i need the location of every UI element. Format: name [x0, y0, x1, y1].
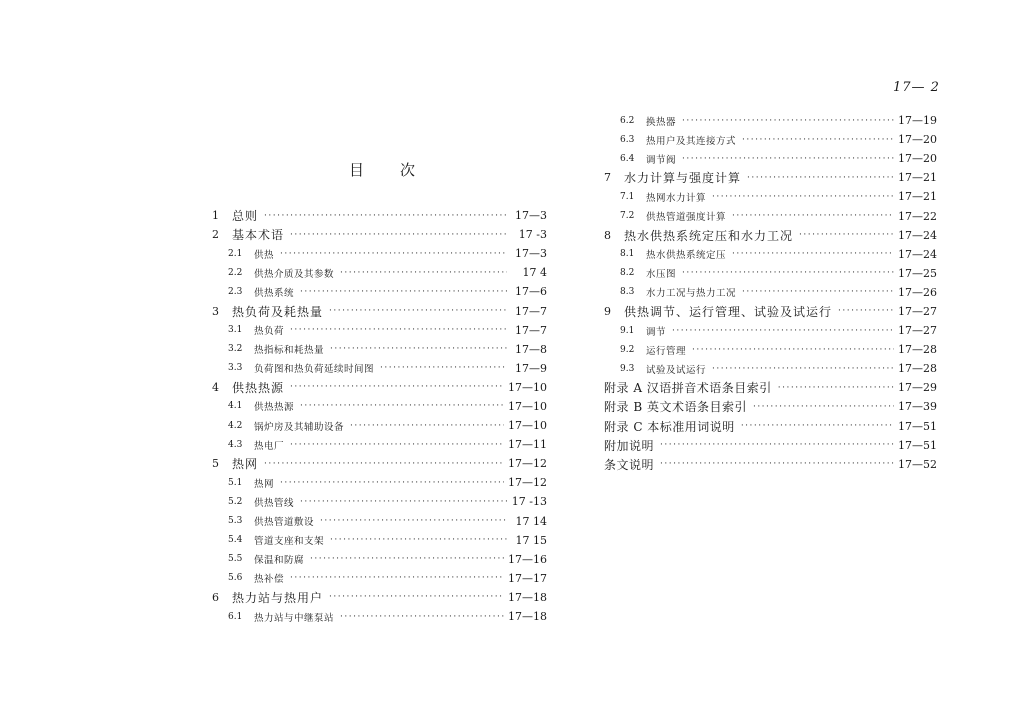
- entry-title: 水力工况与热力工况: [646, 288, 737, 300]
- dot-leader: [778, 382, 894, 394]
- entry-number: 3.3: [228, 363, 243, 374]
- toc-chapter-entry[interactable]: [212, 454, 547, 473]
- entry-number: 3.2: [228, 344, 243, 355]
- toc-title-char-2: 次: [400, 161, 416, 179]
- entry-page: 17 -13: [511, 495, 547, 509]
- dot-leader: [742, 134, 894, 146]
- toc-section-entry[interactable]: [212, 607, 547, 626]
- toc-section-entry[interactable]: [212, 244, 547, 263]
- dot-leader: [329, 305, 507, 317]
- toc-section-entry[interactable]: [604, 111, 937, 130]
- entry-number: 5: [212, 457, 219, 471]
- toc-chapter-entry[interactable]: [604, 168, 937, 187]
- toc-chapter-entry[interactable]: [604, 302, 937, 321]
- entry-page: 17—51: [898, 438, 937, 452]
- entry-number: 5.5: [228, 554, 243, 565]
- entry-page: 17—26: [898, 285, 937, 299]
- entry-page: 17—12: [508, 457, 547, 471]
- entry-title: 热网: [232, 457, 259, 472]
- dot-leader: [682, 267, 894, 279]
- entry-title: 供热介质及其参数: [254, 268, 335, 280]
- entry-number: 9: [604, 304, 611, 318]
- toc-chapter-entry[interactable]: [212, 225, 547, 244]
- toc-chapter-entry[interactable]: [212, 206, 547, 225]
- entry-page: 17—10: [508, 399, 547, 413]
- entry-number: 2.2: [228, 267, 243, 278]
- entry-number: 5.6: [228, 573, 243, 584]
- entry-title: 供热管线: [254, 497, 295, 509]
- dot-leader: [660, 439, 894, 451]
- dot-leader: [310, 553, 504, 565]
- toc-section-entry[interactable]: [604, 283, 937, 302]
- dot-leader: [672, 325, 894, 337]
- entry-title: 热力站与中继泵站: [254, 612, 335, 624]
- entry-page: 17—39: [898, 400, 937, 414]
- entry-page: 17—21: [898, 171, 937, 185]
- entry-page: 17—18: [508, 590, 547, 604]
- dot-leader: [799, 229, 894, 241]
- entry-title: 热负荷: [254, 326, 285, 338]
- toc-section-entry[interactable]: [212, 263, 547, 282]
- entry-page: 17—25: [898, 266, 937, 280]
- entry-number: 5.4: [228, 535, 243, 546]
- entry-title: 热水供热系统定压和水力工况: [624, 228, 794, 243]
- dot-leader: [290, 439, 504, 451]
- entry-page: 17—20: [898, 152, 937, 166]
- dot-leader: [742, 286, 894, 298]
- entry-number: 6: [212, 590, 219, 604]
- entry-page: 17—11: [508, 438, 547, 452]
- entry-number: 9.1: [620, 325, 635, 336]
- entry-title: 供热: [254, 249, 275, 261]
- dot-leader: [290, 381, 504, 393]
- entry-title: 基本术语: [232, 228, 285, 243]
- entry-title: 附录 C 本标准用词说明: [604, 419, 735, 434]
- toc-section-entry[interactable]: [604, 130, 937, 149]
- entry-number: 8.3: [620, 287, 635, 298]
- toc-section-entry[interactable]: [604, 187, 937, 206]
- entry-title: 总则: [232, 209, 259, 224]
- dot-leader: [732, 248, 894, 260]
- dot-leader: [340, 267, 507, 279]
- dot-leader: [330, 534, 507, 546]
- toc-right-column: [604, 111, 937, 474]
- entry-page: 17 14: [515, 514, 547, 528]
- entry-number: 4.1: [228, 401, 243, 412]
- dot-leader: [747, 172, 894, 184]
- entry-number: 7.1: [620, 191, 635, 202]
- toc-left-column: [212, 206, 547, 626]
- entry-title: 锅炉房及其辅助设备: [254, 421, 345, 433]
- entry-page: 17—10: [508, 380, 547, 394]
- entry-page: 17—52: [898, 457, 937, 471]
- toc-section-entry[interactable]: [604, 264, 937, 283]
- entry-title: 热指标和耗热量: [254, 345, 325, 357]
- entry-number: 3.1: [228, 325, 243, 336]
- toc-section-entry[interactable]: [212, 550, 547, 569]
- dot-leader: [300, 400, 504, 412]
- toc-section-entry[interactable]: [212, 321, 547, 340]
- entry-page: 17—18: [508, 610, 547, 624]
- entry-number: 2: [212, 228, 219, 242]
- entry-number: 4: [212, 380, 219, 394]
- dot-leader: [660, 458, 894, 470]
- entry-title: 供热管道敷设: [254, 517, 315, 529]
- entry-number: 2.1: [228, 248, 243, 259]
- entry-number: 5.1: [228, 477, 243, 488]
- entry-title: 水压图: [646, 269, 677, 281]
- dot-leader: [280, 477, 504, 489]
- entry-title: 水力计算与强度计算: [624, 171, 742, 186]
- entry-number: 4.2: [228, 420, 243, 431]
- entry-title: 换热器: [646, 116, 677, 128]
- entry-title: 热负荷及耗热量: [232, 304, 324, 319]
- toc-section-entry[interactable]: [604, 359, 937, 378]
- toc-section-entry[interactable]: [212, 359, 547, 378]
- dot-leader: [682, 115, 894, 127]
- entry-page: 17—20: [898, 133, 937, 147]
- toc-section-entry[interactable]: [604, 321, 937, 340]
- dot-leader: [329, 591, 504, 603]
- entry-title: 条文说明: [604, 457, 655, 472]
- entry-page: 17—22: [898, 209, 937, 223]
- toc-title: [349, 159, 415, 180]
- dot-leader: [264, 458, 504, 470]
- dot-leader: [753, 401, 894, 413]
- entry-title: 附加说明: [604, 438, 655, 453]
- toc-section-entry[interactable]: [212, 435, 547, 454]
- dot-leader: [290, 324, 507, 336]
- dot-leader: [300, 496, 507, 508]
- dot-leader: [380, 362, 507, 374]
- entry-title: 运行管理: [646, 345, 687, 357]
- dot-leader: [280, 248, 507, 260]
- entry-page: 17—17: [508, 571, 547, 585]
- entry-title: 保温和防腐: [254, 555, 305, 567]
- dot-leader: [320, 515, 507, 527]
- entry-page: 17—16: [508, 552, 547, 566]
- toc-chapter-entry[interactable]: [212, 301, 547, 320]
- dot-leader: [264, 210, 507, 222]
- toc-section-entry[interactable]: [604, 206, 937, 225]
- entry-title: 供热管道强度计算: [646, 212, 727, 224]
- entry-number: 6.2: [620, 115, 635, 126]
- toc-section-entry[interactable]: [212, 569, 547, 588]
- toc-section-entry[interactable]: [212, 282, 547, 301]
- entry-number: 7.2: [620, 211, 635, 222]
- entry-page: 17—7: [515, 323, 547, 337]
- entry-page: 17—8: [515, 342, 547, 356]
- entry-title: 管道支座和支架: [254, 536, 325, 548]
- entry-title: 调节: [646, 326, 667, 338]
- toc-appendix-entry[interactable]: [604, 436, 937, 455]
- entry-number: 4.3: [228, 439, 243, 450]
- entry-number: 6.3: [620, 134, 635, 145]
- entry-number: 8.2: [620, 268, 635, 279]
- dot-leader: [741, 420, 894, 432]
- entry-page: 17—21: [898, 190, 937, 204]
- entry-page: 17—10: [508, 419, 547, 433]
- toc-section-entry[interactable]: [212, 531, 547, 550]
- entry-title: 热用户及其连接方式: [646, 135, 737, 147]
- toc-section-entry[interactable]: [604, 340, 937, 359]
- toc-appendix-entry[interactable]: [604, 455, 937, 474]
- toc-section-entry[interactable]: [212, 416, 547, 435]
- entry-page: 17—28: [898, 362, 937, 376]
- entry-title: 热力站与热用户: [232, 590, 324, 605]
- entry-title: 附录 B 英文术语条目索引: [604, 400, 747, 415]
- toc-chapter-entry[interactable]: [212, 378, 547, 397]
- dot-leader: [682, 153, 894, 165]
- entry-page: 17—3: [515, 209, 547, 223]
- entry-page: 17—51: [898, 419, 937, 433]
- toc-chapter-entry[interactable]: [212, 588, 547, 607]
- dot-leader: [290, 572, 504, 584]
- entry-page: 17—19: [898, 114, 937, 128]
- entry-number: 8: [604, 228, 611, 242]
- entry-title: 试验及试运行: [646, 364, 707, 376]
- toc-section-entry[interactable]: [212, 492, 547, 511]
- dot-leader: [290, 229, 507, 241]
- entry-page: 17—12: [508, 476, 547, 490]
- entry-title: 供热热源: [254, 402, 295, 414]
- dot-leader: [692, 344, 894, 356]
- entry-page: 17—3: [515, 247, 547, 261]
- entry-number: 5.3: [228, 516, 243, 527]
- entry-page: 17—27: [898, 304, 937, 318]
- entry-number: 6.1: [228, 611, 243, 622]
- entry-number: 8.1: [620, 249, 635, 260]
- entry-title: 供热系统: [254, 287, 295, 299]
- entry-number: 3: [212, 304, 219, 318]
- entry-title: 热电厂: [254, 440, 285, 452]
- toc-section-entry[interactable]: [604, 245, 937, 264]
- dot-leader: [712, 363, 894, 375]
- entry-page: 17—24: [898, 228, 937, 242]
- entry-number: 6.4: [620, 153, 635, 164]
- entry-page: 17 4: [522, 266, 547, 280]
- toc-appendix-entry[interactable]: [604, 417, 937, 436]
- entry-number: 5.2: [228, 496, 243, 507]
- entry-title: 热水供热系统定压: [646, 250, 727, 262]
- entry-title: 附录 A 汉语拼音术语条目索引: [604, 381, 772, 396]
- toc-appendix-entry[interactable]: [604, 397, 937, 416]
- toc-section-entry[interactable]: [212, 473, 547, 492]
- dot-leader: [350, 420, 504, 432]
- entry-number: 9.3: [620, 363, 635, 374]
- toc-chapter-entry[interactable]: [604, 226, 937, 245]
- page-number: 17— 2: [893, 80, 940, 95]
- entry-page: 17—7: [515, 304, 547, 318]
- entry-number: 7: [604, 171, 611, 185]
- toc-section-entry[interactable]: [212, 512, 547, 531]
- entry-number: 9.2: [620, 344, 635, 355]
- toc-title-char-1: 目: [349, 161, 365, 179]
- dot-leader: [300, 286, 507, 298]
- dot-leader: [838, 305, 894, 317]
- toc-section-entry[interactable]: [212, 340, 547, 359]
- dot-leader: [330, 343, 507, 355]
- toc-section-entry[interactable]: [212, 397, 547, 416]
- entry-page: 17—29: [898, 381, 937, 395]
- entry-page: 17—28: [898, 343, 937, 357]
- entry-page: 17—24: [898, 247, 937, 261]
- entry-title: 负荷图和热负荷延续时间图: [254, 364, 375, 376]
- dot-leader: [732, 210, 894, 222]
- entry-page: 17—6: [515, 285, 547, 299]
- toc-appendix-entry[interactable]: [604, 378, 937, 397]
- toc-section-entry[interactable]: [604, 149, 937, 168]
- entry-page: 17—9: [515, 361, 547, 375]
- entry-number: 2.3: [228, 286, 243, 297]
- dot-leader: [712, 191, 894, 203]
- entry-title: 供热调节、运行管理、试验及试运行: [624, 304, 833, 319]
- entry-page: 17 -3: [518, 228, 547, 242]
- entry-page: 17 15: [515, 533, 547, 547]
- entry-title: 热补偿: [254, 574, 285, 586]
- entry-title: 热网: [254, 478, 275, 490]
- entry-title: 供热热源: [232, 380, 285, 395]
- entry-page: 17—27: [898, 324, 937, 338]
- entry-title: 热网水力计算: [646, 192, 707, 204]
- entry-number: 1: [212, 209, 219, 223]
- dot-leader: [340, 611, 504, 623]
- entry-title: 调节阀: [646, 154, 677, 166]
